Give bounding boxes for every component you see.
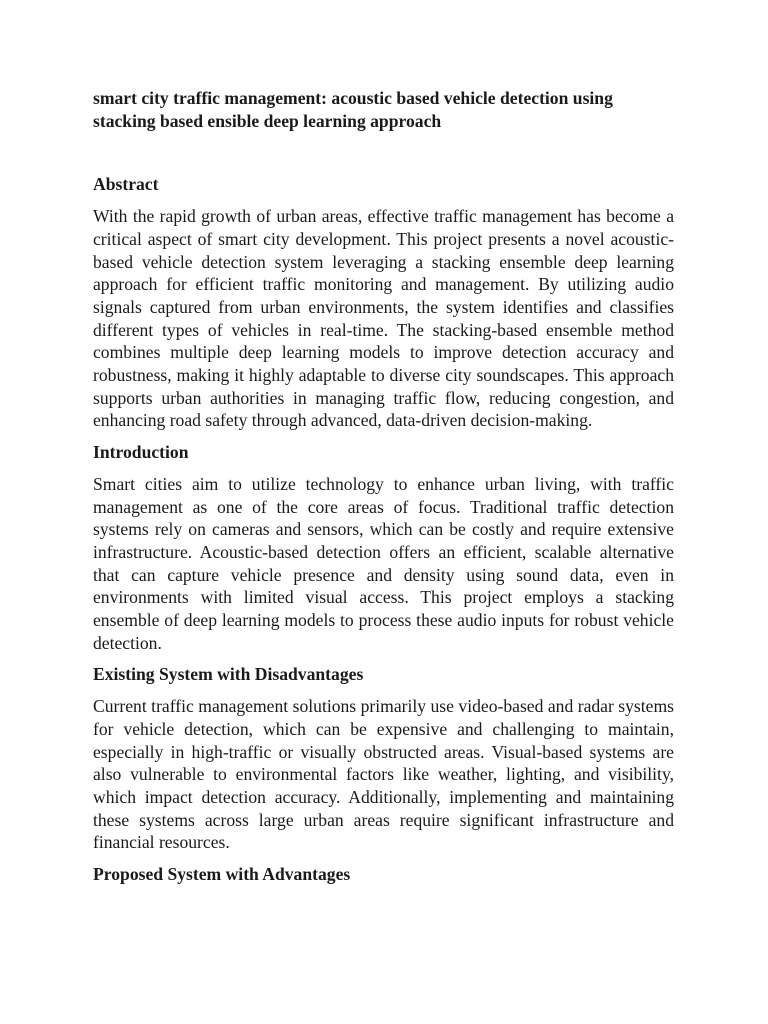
section-heading-existing-system: Existing System with Disadvantages [93, 664, 364, 685]
section-body-existing-system: Current traffic management solutions primarily use video-based and radar systems for vehicle detection, which can be expensive and challenging to maintain, especially in high-traffic or visually obstructed areas. Visual-based systems are also vulnerable to environmental factors like weather, lighting, and visibility, which impact detection accuracy. Additionally, implementing and maintaining these systems across large urban areas require significant infrastructure and financial resources. [93, 696, 674, 853]
section-heading-proposed-system: Proposed System with Advantages [93, 864, 351, 885]
section-body-abstract: With the rapid growth of urban areas, effective traffic management has become a critical aspect of smart city development. This project presents a novel acoustic-based vehicle detection system leveraging a stacking ensemble deep learning approach for efficient traffic monitoring and management. By utilizing audio signals captured from urban environments, the system identifies and classifies different types of vehicles in real-time. The stacking-based ensemble method combines multiple deep learning models to improve detection accuracy and robustness, making it highly adaptable to diverse city soundscapes. This approach supports urban authorities in managing traffic flow, reducing congestion, and enhancing road safety through advanced, data-driven decision-making. [93, 206, 674, 431]
document-title: smart city traffic management: acoustic based vehicle detection using stacking based ensible deep learning approach [93, 88, 613, 131]
section-heading-abstract: Abstract [93, 174, 159, 195]
document-page [93, 87, 674, 886]
section-body-introduction: Smart cities aim to utilize technology to enhance urban living, with traffic management as one of the core areas of focus. Traditional traffic detection systems rely on cameras and sensors, which can be costly and require extensive infrastructure. Acoustic-based detection offers an efficient, scalable alternative that can capture vehicle presence and density using sound data, even in environments with limited visual access. This project employs a stacking ensemble of deep learning models to process these audio inputs for robust vehicle detection. [93, 473, 674, 653]
section-heading-introduction: Introduction [93, 442, 189, 463]
